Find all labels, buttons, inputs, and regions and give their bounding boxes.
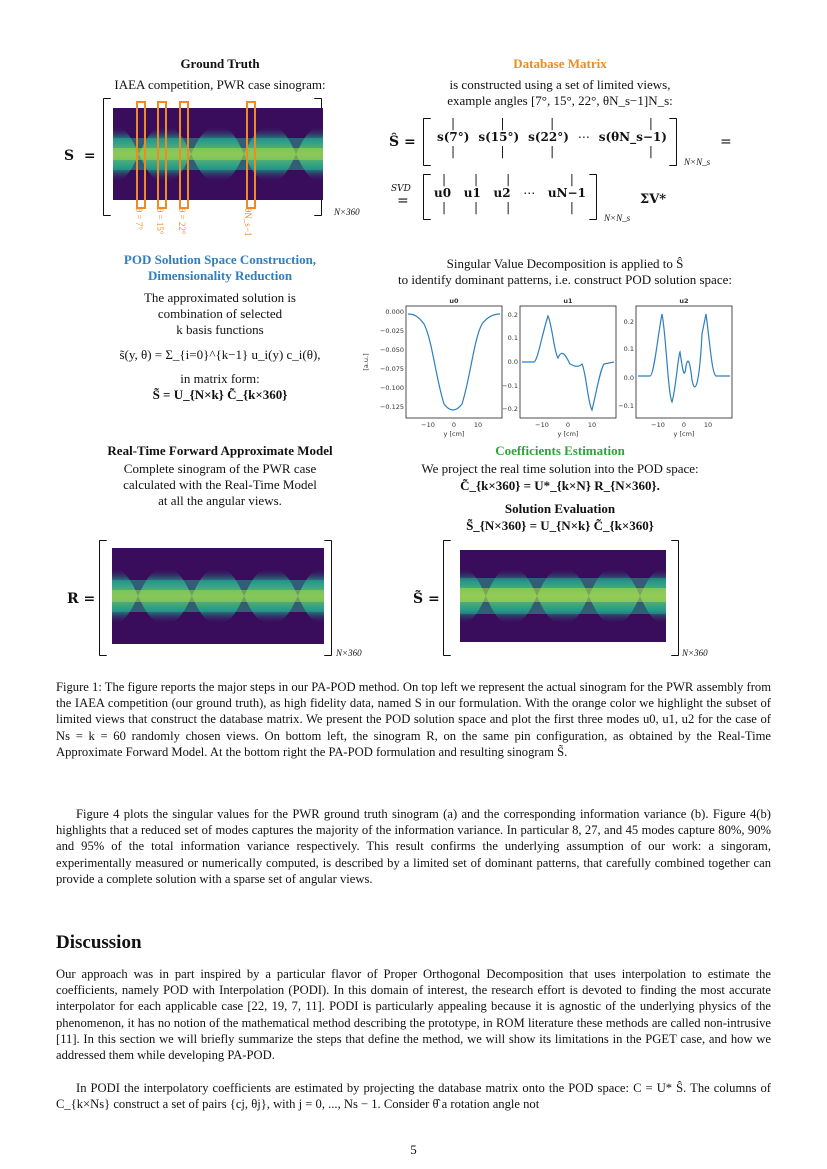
left-bracket [103,98,111,216]
pod-line2: combination of selected [157,306,283,321]
svg-text:0: 0 [681,421,687,429]
paragraph-3: In PODI the interpolatory coefficients are estimated by projecting the database matrix onto the POD space: C = U* Ŝ. The columns of C_{k×Ns} construct a set of pairs {cj, θj}, with j = 0, ..., Ns − 1. Consider θ̂ a rotation angle not [56,1081,771,1112]
plot-u1-title: u1 [563,297,573,305]
page-number: 5 [410,1142,417,1157]
solution-sinogram [460,550,666,642]
svg-text:−0.1: −0.1 [502,382,518,390]
plot-u2 [618,297,732,438]
selected-view-22 [179,101,189,209]
coefficients-equation: C̃_{k×360} = U*_{k×N} R_{N×360}. [460,478,660,493]
pod-line1: The approximated solution is [143,290,296,305]
database-line2: example angles [7°, 15°, 22°, θN_s−1]N_s: [447,93,673,108]
plot-u1 [502,297,616,438]
svg-text:0: 0 [565,421,571,429]
svg-text:−0.100: −0.100 [379,384,404,392]
realtime-line3: at all the angular views. [158,493,282,508]
svg-text:−10: −10 [651,421,665,429]
db-right-bracket [669,118,677,166]
svg-text:0.0: 0.0 [623,374,634,382]
pod-line4: in matrix form: [180,371,260,386]
svg-text:−0.025: −0.025 [379,327,404,335]
s-hat-label: Ŝ = [389,134,416,150]
svg-text:−0.125: −0.125 [379,403,404,411]
sigma-v: ΣV* [640,192,667,207]
svd-text-2: to identify dominant patterns, i.e. construct POD solution space: [398,272,732,287]
r-left-bracket [99,540,107,656]
db-dim1: N×N_s [684,157,711,167]
svg-text:[a.u.]: [a.u.] [362,353,370,371]
pod-line3: k basis functions [176,322,264,337]
svg-text:0.1: 0.1 [507,334,518,342]
svg-text:−0.2: −0.2 [502,405,518,413]
plot-u2-title: u2 [679,297,689,305]
svg-text:−0.075: −0.075 [379,365,404,373]
angle-label-last: θN_s−1 [243,208,253,237]
modes-left-bracket [423,174,431,220]
selected-view-7 [136,101,146,209]
db-left-bracket [423,118,431,166]
s-tilde-label: S̃ = [413,591,440,607]
realtime-line1: Complete sinogram of the PWR case [123,461,317,476]
database-line1: is constructed using a set of limited views, [449,77,671,92]
paragraph-2: Our approach was in part inspired by a particular flavor of Proper Orthogonal Decomposition that uses interpolation to estimate the coefficients, namely POD with Interpolation (PODI). In this domain of interest, the research effort is devoted to finding the most accurate interpolator for each applicable case [22, 19, 7, 11]. PODI is particularly appealing because it is agnostic of the underlying physics of the phenomenon, it has no notion of the mathematical method describing the prototype, in ROM literature these methods are called non-intrusive [11]. In this section we will briefly summarize the steps that define the method, we will show its limitations in the PGET case, and how we addressed them while developing PA-POD. [56,967,771,1063]
ground-truth-title: Ground Truth [180,56,260,71]
r-dim: N×360 [336,648,362,658]
svg-text:0.1: 0.1 [623,345,634,353]
mode-plots [362,294,780,444]
solution-title: Solution Evaluation [504,501,616,516]
svg-text:−0.050: −0.050 [379,346,404,354]
svd-label: SVD [391,184,411,194]
r-label: R = [67,591,96,607]
database-matrix-title: Database Matrix [513,56,607,71]
modes-right-bracket [589,174,597,220]
realtime-title: Real-Time Forward Approximate Model [107,443,333,458]
plot-u0 [362,297,502,438]
angle-label-7: θ = 7° [134,208,144,230]
figure-caption: Figure 1: The figure reports the major steps in our PA-POD method. On top left we represent the actual sinogram for the PWR assembly from the IAEA competition (our ground truth), as high fidelity data, named S in our formulation. With the orange color we highlight the subset of limited views that construct the database matrix. We present the POD solution space and plot the first three modes u0, u1, u2 for the case of Ns = k = 60 randomly chosen views. On bottom left, the sinogram R, on the same pin configuration, as obtained by the Real-Time Approximate Forward Model. At the bottom right the PA-POD formulation and resulting sinogram S̃. [56,680,771,759]
ground-truth-subtitle: IAEA competition, PWR case sinogram: [114,77,326,92]
db-columns: | | | | s(7°) s(15°) s(22°) ⋯ s(θN_s−1) | | | | [437,116,667,158]
paragraph-1: Figure 4 plots the singular values for the PWR ground truth sinogram (a) and the corresponding information variance (b). Figure 4(b) highlights that a reduced set of modes captures the majority of the information variance. In particular 8, 27, and 45 modes capture 80%, 90% and 95% of the total information variance respectively. This result confirms the underlying assumption of our work: a singoram, experimentally measured or numerically computed, is described by a limited set of dominant patterns, that carefully combined together can provide a complete solution with a sparse set of angular views. [56,807,771,886]
coefficients-title: Coefficients Estimation [495,443,625,458]
pod-title-1: POD Solution Space Construction, [123,252,317,267]
pod-equation-1: s̃(y, θ) = Σ_{i=0}^{k−1} u_i(y) c_i(θ), [119,347,321,362]
svg-text:0.000: 0.000 [385,308,404,316]
solution-equation: S̃_{N×360} = U_{N×k} C̃_{k×360} [466,518,654,533]
svd-text-1: Singular Value Decomposition is applied to Ŝ [446,256,684,271]
st-dim: N×360 [682,648,708,658]
svg-text:10: 10 [587,421,597,429]
svg-text:0: 0 [451,421,457,429]
angle-label-15: θ = 15° [155,208,165,235]
db-equals: = [720,134,732,150]
svg-text:−10: −10 [421,421,435,429]
svg-text:y [cm]: y [cm] [673,430,695,438]
svg-text:10: 10 [703,421,713,429]
svg-text:0.2: 0.2 [507,311,518,319]
selected-view-15 [157,101,167,209]
svd-modes: | | | | u0 u1 u2 ⋯ uN−1 | | | | [434,172,586,214]
svg-text:−10: −10 [535,421,549,429]
svg-text:y [cm]: y [cm] [443,430,465,438]
db-dim2: N×N_s [604,213,631,223]
svg-text:y [cm]: y [cm] [557,430,579,438]
st-left-bracket [443,540,451,656]
pod-equation-2: S̃ = U_{N×k} C̃_{k×360} [152,387,288,402]
svg-text:0.2: 0.2 [623,318,634,326]
selected-view-last [246,101,256,209]
pod-title-2: Dimensionality Reduction [147,268,293,283]
st-right-bracket [671,540,679,656]
svg-text:0.0: 0.0 [507,358,518,366]
svg-text:10: 10 [473,421,483,429]
gt-dim: N×360 [334,207,360,217]
plot-u0-title: u0 [449,297,459,305]
s-label: S = [64,148,96,164]
realtime-sinogram [112,548,324,644]
realtime-line2: calculated with the Real-Time Model [123,477,317,492]
r-right-bracket [324,540,332,656]
svg-text:−0.1: −0.1 [618,402,634,410]
coefficients-line1: We project the real time solution into the POD space: [421,461,699,476]
svd-equals: = [397,193,409,209]
section-heading: Discussion [56,932,142,953]
angle-label-22: θ = 22° [177,208,187,235]
